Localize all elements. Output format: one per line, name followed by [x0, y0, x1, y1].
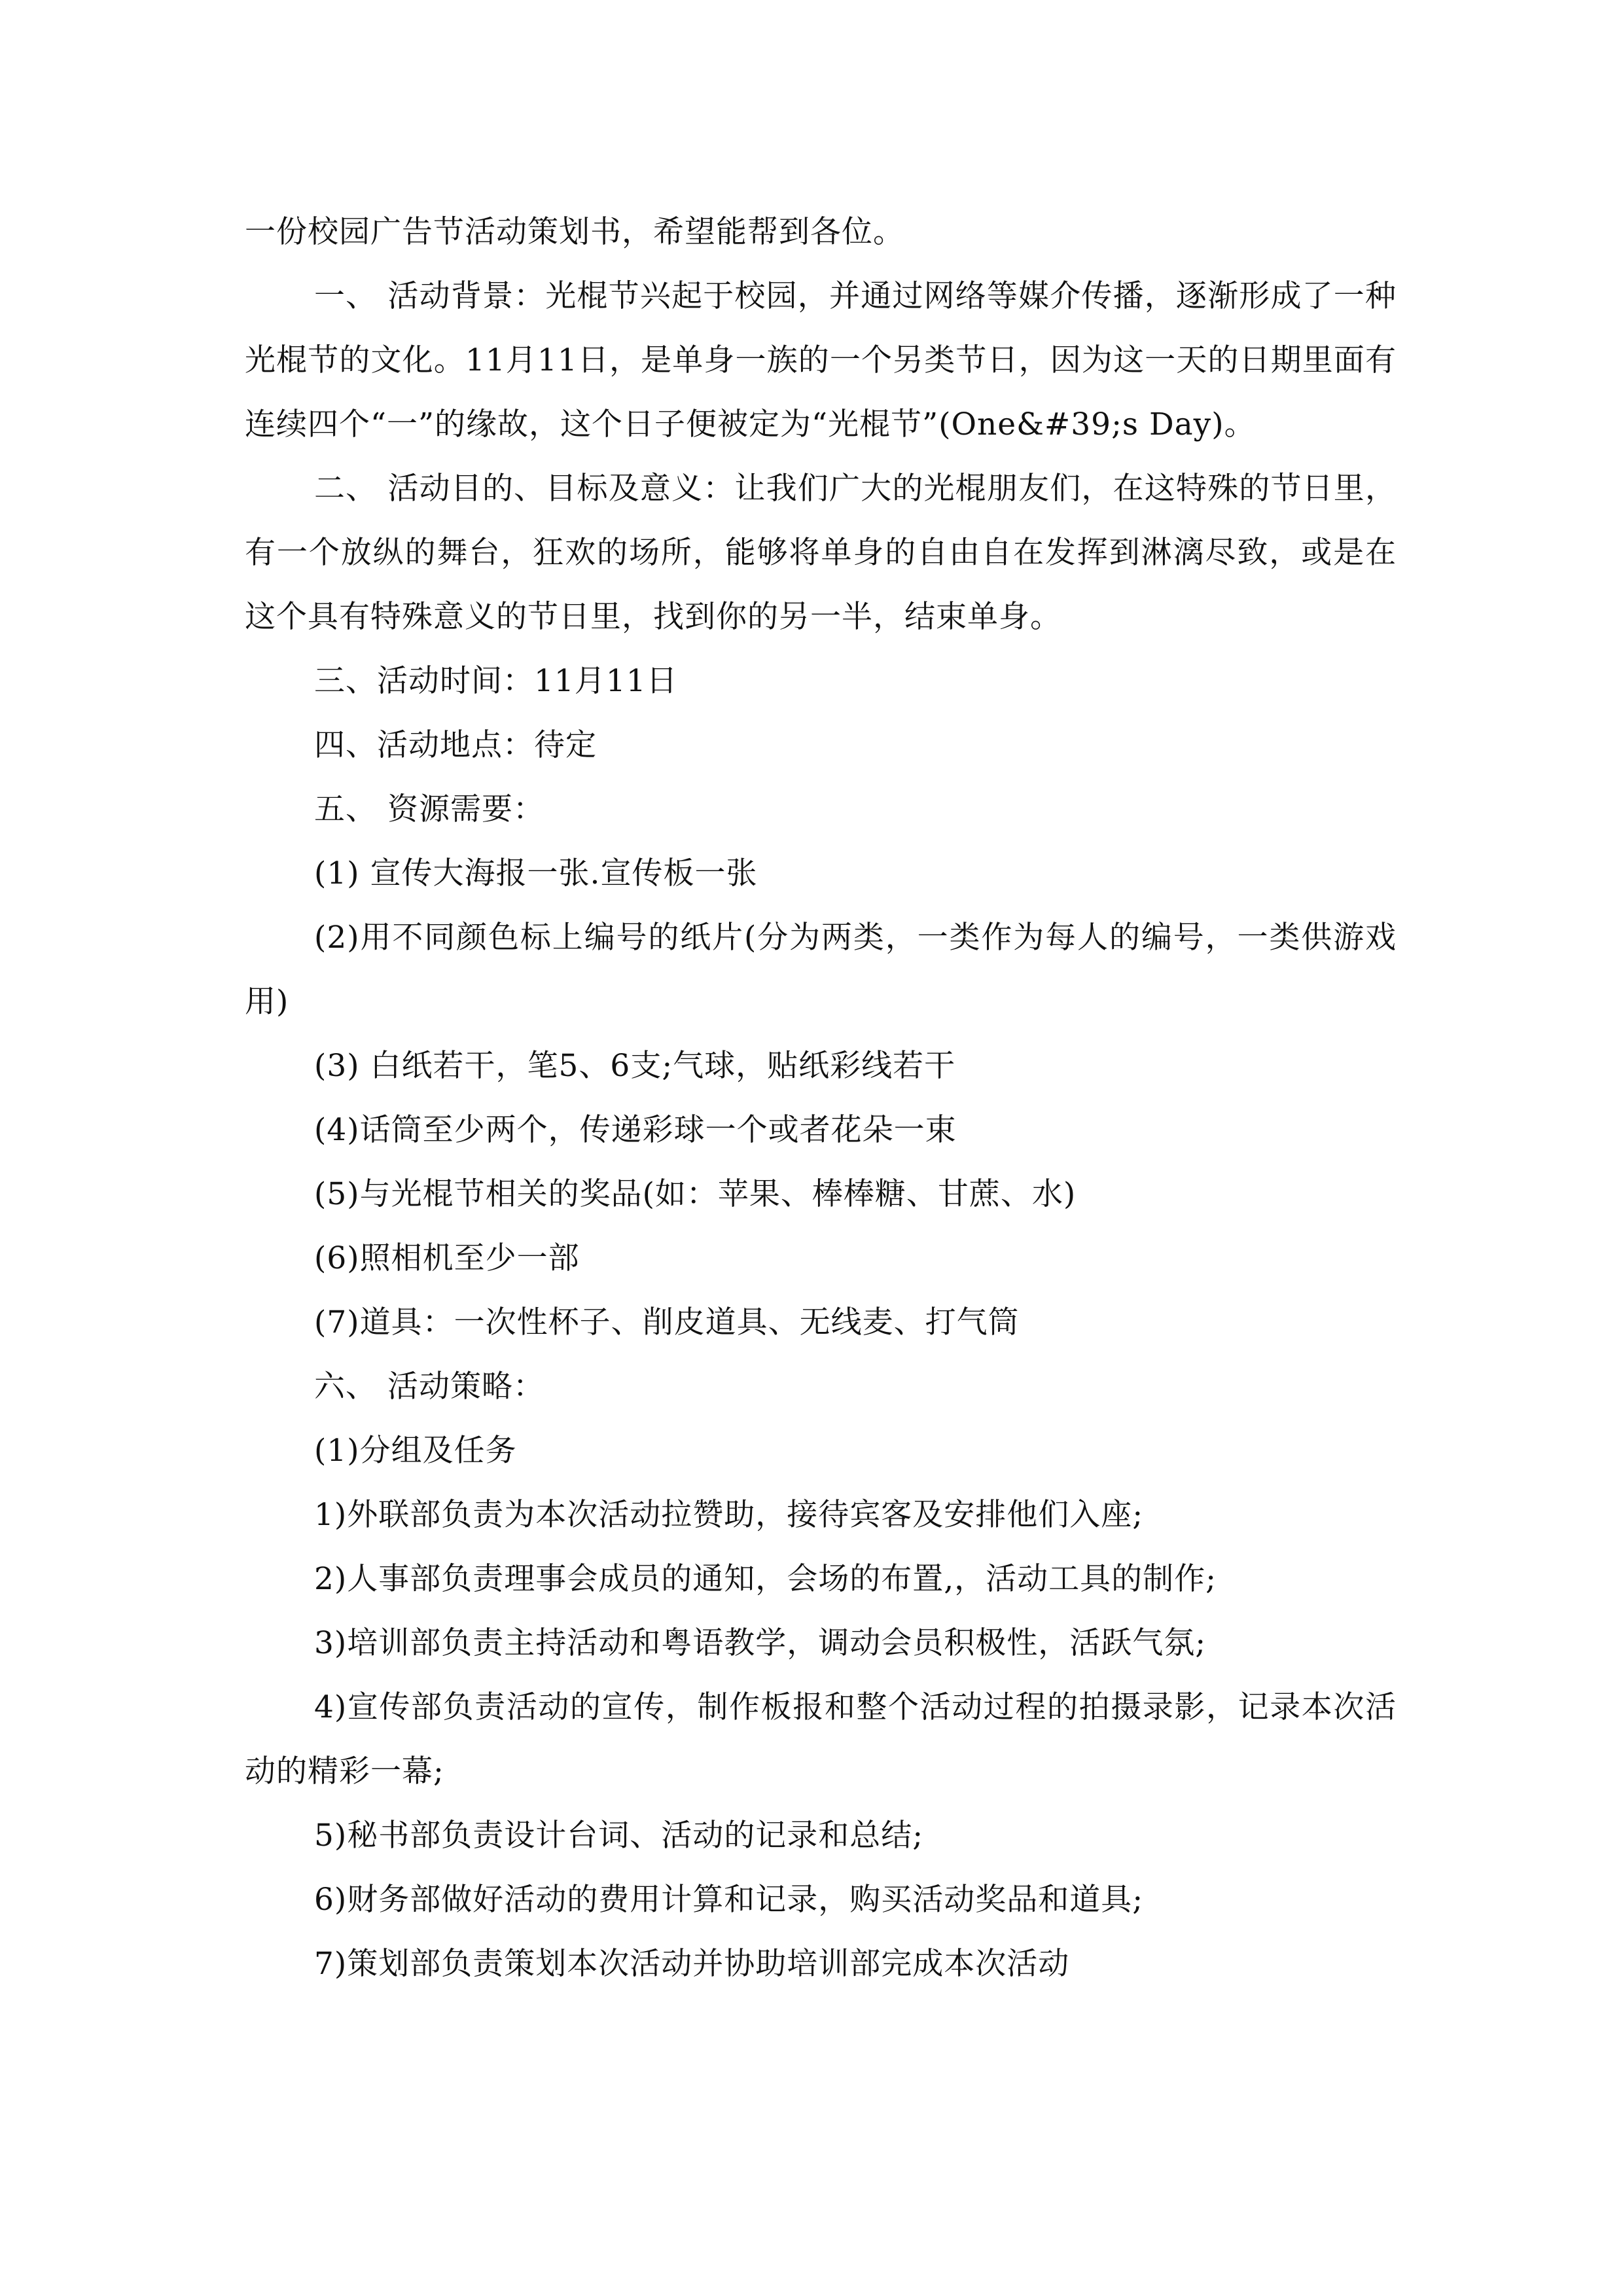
resource-item: (6)照相机至少一部 [314, 1240, 580, 1276]
task-item: 1)外联部负责为本次活动拉赞助，接待宾客及安排他们入座; [314, 1497, 1144, 1533]
paragraph-purpose: 二、 活动目的、目标及意义：让我们广大的光棍朋友们，在这特殊的节日里，有一个放纵的舞台，狂欢的场所，能够将单身的自由自在发挥到淋漓尽致，或是在这个具有特殊意义的节日里，找到你的另一半，结束单身。 [245, 471, 1397, 635]
resource-item: (2)用不同颜色标上编号的纸片(分为两类，一类作为每人的编号，一类供游戏用) [245, 920, 1397, 1020]
task-item: 7)策划部负责策划本次活动并协助培训部完成本次活动 [314, 1946, 1070, 1982]
task-item: 5)秘书部负责设计台词、活动的记录和总结; [314, 1818, 924, 1854]
task-item: 6)财务部做好活动的费用计算和记录，购买活动奖品和道具; [314, 1882, 1144, 1918]
paragraph-strategy-heading: 六、 活动策略： [314, 1369, 544, 1405]
paragraph-background: 一、 活动背景：光棍节兴起于校园，并通过网络等媒介传播，逐渐形成了一种光棍节的文化。11月11日，是单身一族的一个另类节日，因为这一天的日期里面有连续四个“一”的缘故，这个日子便被定为“光棍节”(One&#39;s Day)。 [245, 278, 1397, 442]
paragraph-resources-heading: 五、 资源需要： [314, 791, 544, 827]
resource-item: (7)道具：一次性杯子、削皮道具、无线麦、打气筒 [314, 1304, 1020, 1340]
resource-item: (3) 白纸若干，笔5、6支;气球，贴纸彩线若干 [314, 1048, 956, 1084]
document-body [245, 200, 1397, 1996]
paragraph-time: 三、活动时间：11月11日 [314, 663, 678, 699]
task-item: 2)人事部负责理事会成员的通知，会场的布置,，活动工具的制作; [314, 1561, 1217, 1597]
strategy-subheading: (1)分组及任务 [314, 1433, 517, 1469]
paragraph-location: 四、活动地点：待定 [314, 727, 597, 763]
task-item: 4)宣传部负责活动的宣传，制作板报和整个活动过程的拍摄录影，记录本次活动的精彩一幕; [245, 1689, 1397, 1789]
resource-item: (1) 宣传大海报一张.宣传板一张 [314, 855, 758, 891]
resource-item: (5)与光棍节相关的奖品(如：苹果、棒棒糖、甘蔗、水) [314, 1176, 1077, 1212]
task-item: 3)培训部负责主持活动和粤语教学，调动会员积极性，活跃气氛; [314, 1625, 1207, 1661]
paragraph-intro: 一份校园广告节活动策划书，希望能帮到各位。 [245, 214, 904, 250]
resource-item: (4)话筒至少两个，传递彩球一个或者花朵一束 [314, 1112, 957, 1148]
